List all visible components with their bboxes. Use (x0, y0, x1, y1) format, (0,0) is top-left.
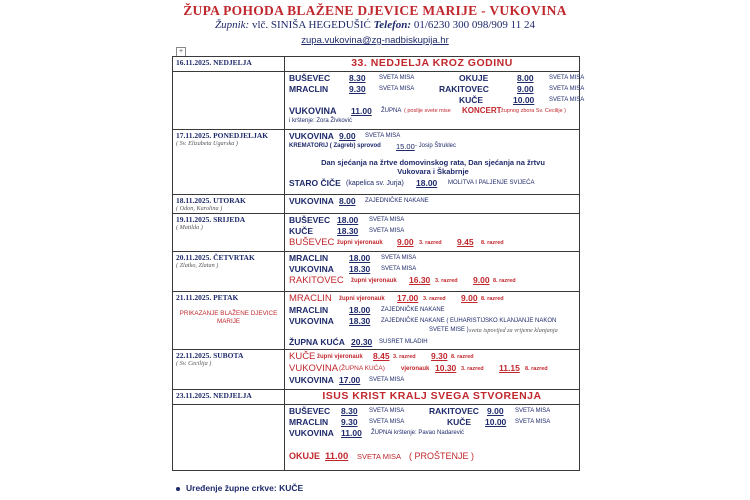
place-name: RAKITOVEC (439, 84, 489, 94)
saint-name: ( Sv. Elizabeta Ugarska ) (176, 140, 238, 147)
place-extra: (kapelica sv. Jurja) (346, 180, 404, 187)
mass-time: 9.00 (517, 84, 534, 94)
place-name: RAKITOVEC (429, 406, 479, 416)
list-item (289, 337, 577, 348)
class-time: 9.00 (397, 237, 414, 247)
saint-name: ( Matilda ) (176, 224, 203, 231)
memorial-line: Dan sjećanja na žrtve domovinskog rata, Dan sjećanja na žrtvu (321, 158, 545, 167)
sunday-title: 33. NEDJELJA KROZ GODINU (351, 57, 513, 69)
class-grade: 8. razred (493, 278, 516, 284)
class-time: 8.45 (373, 351, 390, 361)
date-cell (173, 292, 285, 350)
place-name: RAKITOVEC (289, 275, 344, 286)
place-name: VUKOVINA (289, 363, 339, 374)
cleaning-value: KUČE (276, 483, 304, 493)
event-desc: SVETA MISA (549, 86, 585, 92)
place-name: KUČE (289, 351, 316, 362)
list-item (289, 178, 577, 189)
mass-time: 18.30 (349, 316, 371, 326)
event-desc: SVETA MISA (549, 97, 585, 103)
concert-label: KONCERT (462, 106, 502, 115)
sunday-title-cell (285, 390, 580, 405)
date-cell (173, 405, 285, 471)
date-cell (173, 390, 285, 405)
event-note: ( poslije svete mise (404, 108, 451, 114)
event-desc: SVETA MISA (369, 217, 405, 223)
event-desc: župni vjeronauk (337, 240, 383, 246)
event-desc: SVETA MISA (381, 266, 417, 272)
event-desc: SVETE MISE ) (429, 327, 469, 333)
event-desc: SVETA MISA (365, 133, 401, 139)
class-time: 10.30 (435, 363, 457, 373)
table-row (173, 292, 580, 350)
list-item (289, 106, 577, 118)
schedule-cell (285, 130, 580, 195)
list-item (289, 95, 585, 106)
date-label: 21.11.2025. PETAK (176, 293, 239, 302)
schedule-cell (285, 195, 580, 214)
sunday-title-cell (285, 57, 580, 72)
event-desc: župni vjeronauk (317, 354, 363, 360)
church-cleaning-note (176, 483, 303, 493)
event-desc: SVETA MISA (381, 255, 417, 261)
place-name: KUČE (289, 226, 314, 236)
place-name: BUŠEVEC (289, 215, 331, 225)
event-desc: SVETA MISA (515, 408, 551, 414)
pastor-label: Župnik: (214, 19, 250, 31)
class-time: 9.45 (457, 237, 474, 247)
place-name: VUKOVINA (289, 106, 337, 116)
event-desc: SVETA MISA (357, 452, 402, 461)
cleaning-label: Uređenje župne crkve: (186, 483, 277, 493)
place-name: MRACLIN (289, 84, 329, 94)
event-desc: SVETA MISA (379, 75, 415, 81)
schedule-cell (285, 214, 580, 252)
list-item (289, 316, 577, 327)
page-title: ŽUPA POHODA BLAŽENE DJEVICE MARIJE - VUKOVINA (183, 3, 567, 18)
mass-time: 18.30 (349, 264, 371, 274)
list-item (289, 196, 577, 207)
place-name: MRACLIN (289, 253, 329, 263)
baptism-note: i krštenje: Zora Živković (289, 118, 353, 124)
event-desc: ZAJEDNIČKE NAKANE (365, 198, 429, 204)
place-name: VUKOVINA (289, 375, 334, 385)
class-time: 16.30 (409, 275, 431, 285)
event-desc: KREMATORIJ ( Zagreb) sprovod (289, 143, 381, 149)
place-name: MRACLIN (289, 305, 329, 315)
class-time: 9.30 (431, 351, 448, 361)
mass-time: 18.00 (337, 215, 359, 225)
date-label: 17.11.2025. PONEDJELJAK (176, 131, 269, 140)
schedule-table (172, 56, 585, 471)
bullet-icon (176, 487, 180, 491)
saint-name: ( Zlatko, Zlatan ) (176, 262, 219, 269)
place-name: KUČE (447, 417, 472, 427)
date-label: 22.11.2025. SUBOTA (176, 351, 244, 360)
feast-label: PRIKAZANJE BLAŽENE DJEVICE MARIJE (179, 310, 278, 325)
mass-time: 9.00 (339, 131, 356, 141)
date-label: 20.11.2025. ČETVRTAK (176, 253, 255, 262)
list-item (289, 142, 577, 154)
place-name: STARO ČIČE (289, 178, 341, 188)
event-desc: vjeronauk (401, 366, 430, 372)
confession-note: sveta ispovijed za vrijeme klanjanja (469, 327, 558, 334)
class-time: 17.00 (397, 293, 419, 303)
list-item (289, 417, 577, 428)
mass-time: 8.30 (349, 73, 366, 83)
saint-name: ( Sv. Cecilija ) (176, 360, 212, 367)
class-grade: 3. razred (423, 296, 446, 302)
class-grade: 3. razred (419, 240, 442, 246)
list-item (289, 363, 577, 375)
date-cell (173, 195, 285, 214)
schedule-cell (285, 252, 580, 292)
event-desc: ŽUPNA (381, 108, 402, 114)
class-grade: 3. razred (393, 354, 416, 360)
mass-time: 8.00 (517, 73, 534, 83)
list-item (289, 428, 577, 439)
list-item (289, 375, 577, 386)
place-name: BUŠEVEC (289, 237, 335, 248)
event-desc: SVETA MISA (549, 75, 585, 81)
schedule-cell (285, 405, 580, 471)
sunday-title: ISUS KRIST KRALJ SVEGA STVORENJA (322, 390, 542, 402)
memorial-line: Vukovara i Škabrnje (397, 167, 469, 176)
event-desc: SVETA MISA (369, 228, 405, 234)
mass-time: 18.30 (337, 226, 359, 236)
date-label: 16.11.2025. NEDJELJA (176, 58, 252, 67)
class-grade: 3. razred (461, 366, 484, 372)
date-cell (173, 72, 285, 130)
table-row (173, 72, 580, 130)
date-cell (173, 214, 285, 252)
schedule-cell (285, 350, 580, 390)
email-link[interactable]: zupa.vukovina@zg-nadbiskupija.hr (301, 35, 449, 46)
date-cell (173, 130, 285, 195)
mass-time: 10.00 (513, 95, 535, 105)
event-desc: ŽUPNA (371, 430, 392, 436)
date-label: 18.11.2025. UTORAK (176, 196, 246, 205)
list-item (289, 293, 577, 305)
table-row (173, 57, 580, 72)
event-desc: MOLITVA I PALJENJE SVIJEĆA (448, 180, 535, 186)
event-desc: SVETA MISA (379, 86, 415, 92)
list-item (289, 264, 577, 275)
table-row (173, 350, 580, 390)
mass-time: 9.00 (487, 406, 504, 416)
table-row (173, 390, 580, 405)
date-cell (173, 57, 285, 72)
date-label: 19.11.2025. SRIJEDA (176, 215, 246, 224)
list-item (289, 131, 577, 142)
list-item (289, 226, 577, 237)
place-name: MRACLIN (289, 417, 329, 427)
schedule-cell (285, 292, 580, 350)
baptism-note: i krštenje: Pavao Nadarević (391, 430, 465, 436)
table-row (173, 195, 580, 214)
place-name: VUKOVINA (289, 131, 334, 141)
table-row (173, 252, 580, 292)
date-label: 23.11.2025. NEDJELJA (176, 391, 252, 400)
event-desc: SVETA MISA (515, 419, 551, 425)
mass-time: 9.30 (341, 417, 358, 427)
list-item (289, 451, 577, 464)
mass-time: 11.00 (325, 451, 349, 462)
class-grade: 8. razred (525, 366, 548, 372)
mass-time: 18.00 (349, 305, 371, 315)
class-grade: 8. razred (451, 354, 474, 360)
list-item (289, 84, 585, 95)
list-item (289, 73, 585, 84)
place-name: VUKOVINA (289, 196, 334, 206)
pastor-name: vlč. SINIŠA HEGEDUŠIĆ (249, 19, 371, 31)
list-item (289, 118, 577, 128)
place-name: OKUJE (459, 73, 489, 83)
mass-time: 9.30 (349, 84, 366, 94)
event-desc: SUSRET MLADIH (379, 339, 428, 345)
place-name: VUKOVINA (289, 428, 334, 438)
phone-numbers: 01/6230 300 098/909 11 24 (411, 19, 536, 31)
mass-time: 8.30 (341, 406, 358, 416)
list-item (289, 327, 577, 337)
place-extra: (ŽUPNA KUĆA) (339, 365, 385, 372)
event-desc: SVETA MISA (369, 408, 405, 414)
class-time: 11.15 (499, 363, 520, 373)
event-desc: župni vjeronauk (339, 296, 385, 302)
list-item (289, 215, 577, 226)
class-grade: 8. razred (481, 240, 504, 246)
place-name: ŽUPNA KUĆA (289, 337, 345, 347)
class-time: 9.00 (461, 293, 478, 303)
table-row (173, 130, 580, 195)
place-name: VUKOVINA (289, 264, 334, 274)
table-row (173, 214, 580, 252)
list-item (289, 305, 577, 316)
mass-time: 11.00 (341, 428, 362, 438)
date-cell (173, 350, 285, 390)
class-grade: 3. razred (435, 278, 458, 284)
table-move-handle-icon[interactable]: + (176, 47, 186, 57)
place-name: KUČE (459, 95, 484, 105)
schedule-cell (285, 72, 585, 130)
funeral-name: - Josip Štruklec (415, 143, 457, 149)
table-row (173, 405, 580, 471)
event-note: župnog zbora Sv. Cecilije ) (501, 108, 567, 114)
place-name: BUŠEVEC (289, 73, 331, 83)
event-desc: ZAJEDNIČKE NAKANE (381, 307, 445, 313)
event-time: 20.30 (351, 337, 373, 347)
list-item (289, 406, 577, 417)
pastor-line (0, 19, 750, 31)
mass-time: 18.00 (349, 253, 371, 263)
mass-time: 10.00 (485, 417, 507, 427)
mass-time: 17.00 (339, 375, 361, 385)
mass-time: 8.00 (339, 196, 356, 206)
date-cell (173, 252, 285, 292)
place-name: VUKOVINA (289, 316, 334, 326)
event-desc: SVETA MISA (369, 419, 405, 425)
class-time: 9.00 (473, 275, 490, 285)
mass-time: 11.00 (351, 106, 372, 116)
saint-name: ( Odon, Karolina ) (176, 205, 223, 212)
funeral-time: 15.00 (396, 142, 415, 151)
list-item (289, 253, 577, 264)
list-item (289, 275, 577, 287)
event-desc: SVETA MISA (369, 377, 405, 383)
phone-label: Telefon: (370, 19, 412, 31)
event-time: 18.00 (416, 178, 438, 188)
feast-note: ( PROŠTENJE ) (409, 451, 475, 461)
list-item (289, 351, 577, 363)
class-grade: 8. razred (481, 296, 504, 302)
place-name: OKUJE (289, 451, 321, 461)
place-name: BUŠEVEC (289, 406, 331, 416)
place-name: MRACLIN (289, 293, 332, 304)
list-item (289, 237, 577, 249)
event-desc: ZAJEDNIČKE NAKANE ( EUHARISTIJSKO KLANJANJE NAKON (381, 318, 557, 324)
event-desc: župni vjeronauk (351, 278, 397, 284)
